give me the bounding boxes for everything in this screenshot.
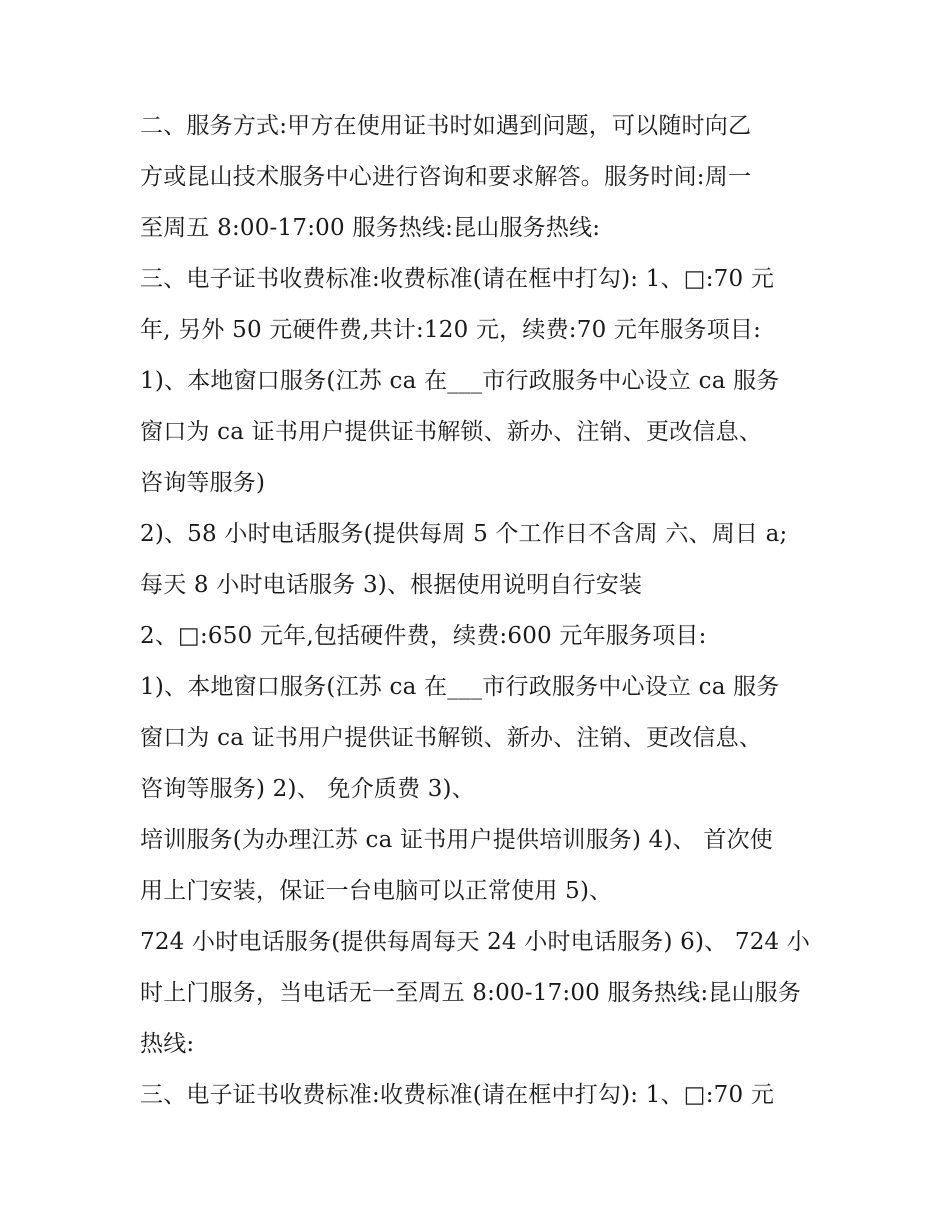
text-line: 每天 8 小时电话服务 3)、根据使用说明自行安装 bbox=[140, 572, 643, 598]
text-line: 热线: bbox=[140, 1031, 195, 1057]
text-line: 年, 另外 50 元硬件费,共计:120 元，续费:70 元年服务项目: bbox=[140, 317, 762, 343]
text-line: 1)、本地窗口服务(江苏 ca 在___市行政服务中心设立 ca 服务 bbox=[140, 674, 780, 700]
text-line: 咨询等服务) 2)、 免介质费 3)、 bbox=[140, 776, 475, 802]
text-line: 至周五 8:00-17:00 服务热线:昆山服务热线: bbox=[140, 215, 601, 241]
text-line: 三、电子证书收费标准:收费标准(请在框中打勾): 1、□:70 元 bbox=[140, 266, 775, 292]
text-line: 2、□:650 元年,包括硬件费，续费:600 元年服务项目: bbox=[140, 623, 707, 649]
text-line: 咨询等服务) bbox=[140, 470, 266, 496]
text-line: 二、服务方式:甲方在使用证书时如遇到问题，可以随时向乙 bbox=[140, 113, 752, 139]
text-line: 724 小时电话服务(提供每周每天 24 小时电话服务) 6)、 724 小 bbox=[140, 929, 811, 955]
text-line: 窗口为 ca 证书用户提供证书解锁、新办、注销、更改信息、 bbox=[140, 725, 763, 751]
document-body bbox=[140, 101, 820, 1121]
text-line: 用上门安装，保证一台电脑可以正常使用 5)、 bbox=[140, 878, 613, 904]
text-line: 1)、本地窗口服务(江苏 ca 在___市行政服务中心设立 ca 服务 bbox=[140, 368, 780, 394]
text-line: 2)、58 小时电话服务(提供每周 5 个工作日不含周 六、周日 a; bbox=[140, 521, 788, 547]
text-line: 时上门服务，当电话无一至周五 8:00-17:00 服务热线:昆山服务 bbox=[140, 980, 802, 1006]
text-line: 三、电子证书收费标准:收费标准(请在框中打勾): 1、□:70 元 bbox=[140, 1082, 775, 1108]
text-line: 方或昆山技术服务中心进行咨询和要求解答。服务时间:周一 bbox=[140, 164, 752, 190]
text-line: 培训服务(为办理江苏 ca 证书用户提供培训服务) 4)、 首次使 bbox=[140, 827, 773, 853]
text-line: 窗口为 ca 证书用户提供证书解锁、新办、注销、更改信息、 bbox=[140, 419, 763, 445]
